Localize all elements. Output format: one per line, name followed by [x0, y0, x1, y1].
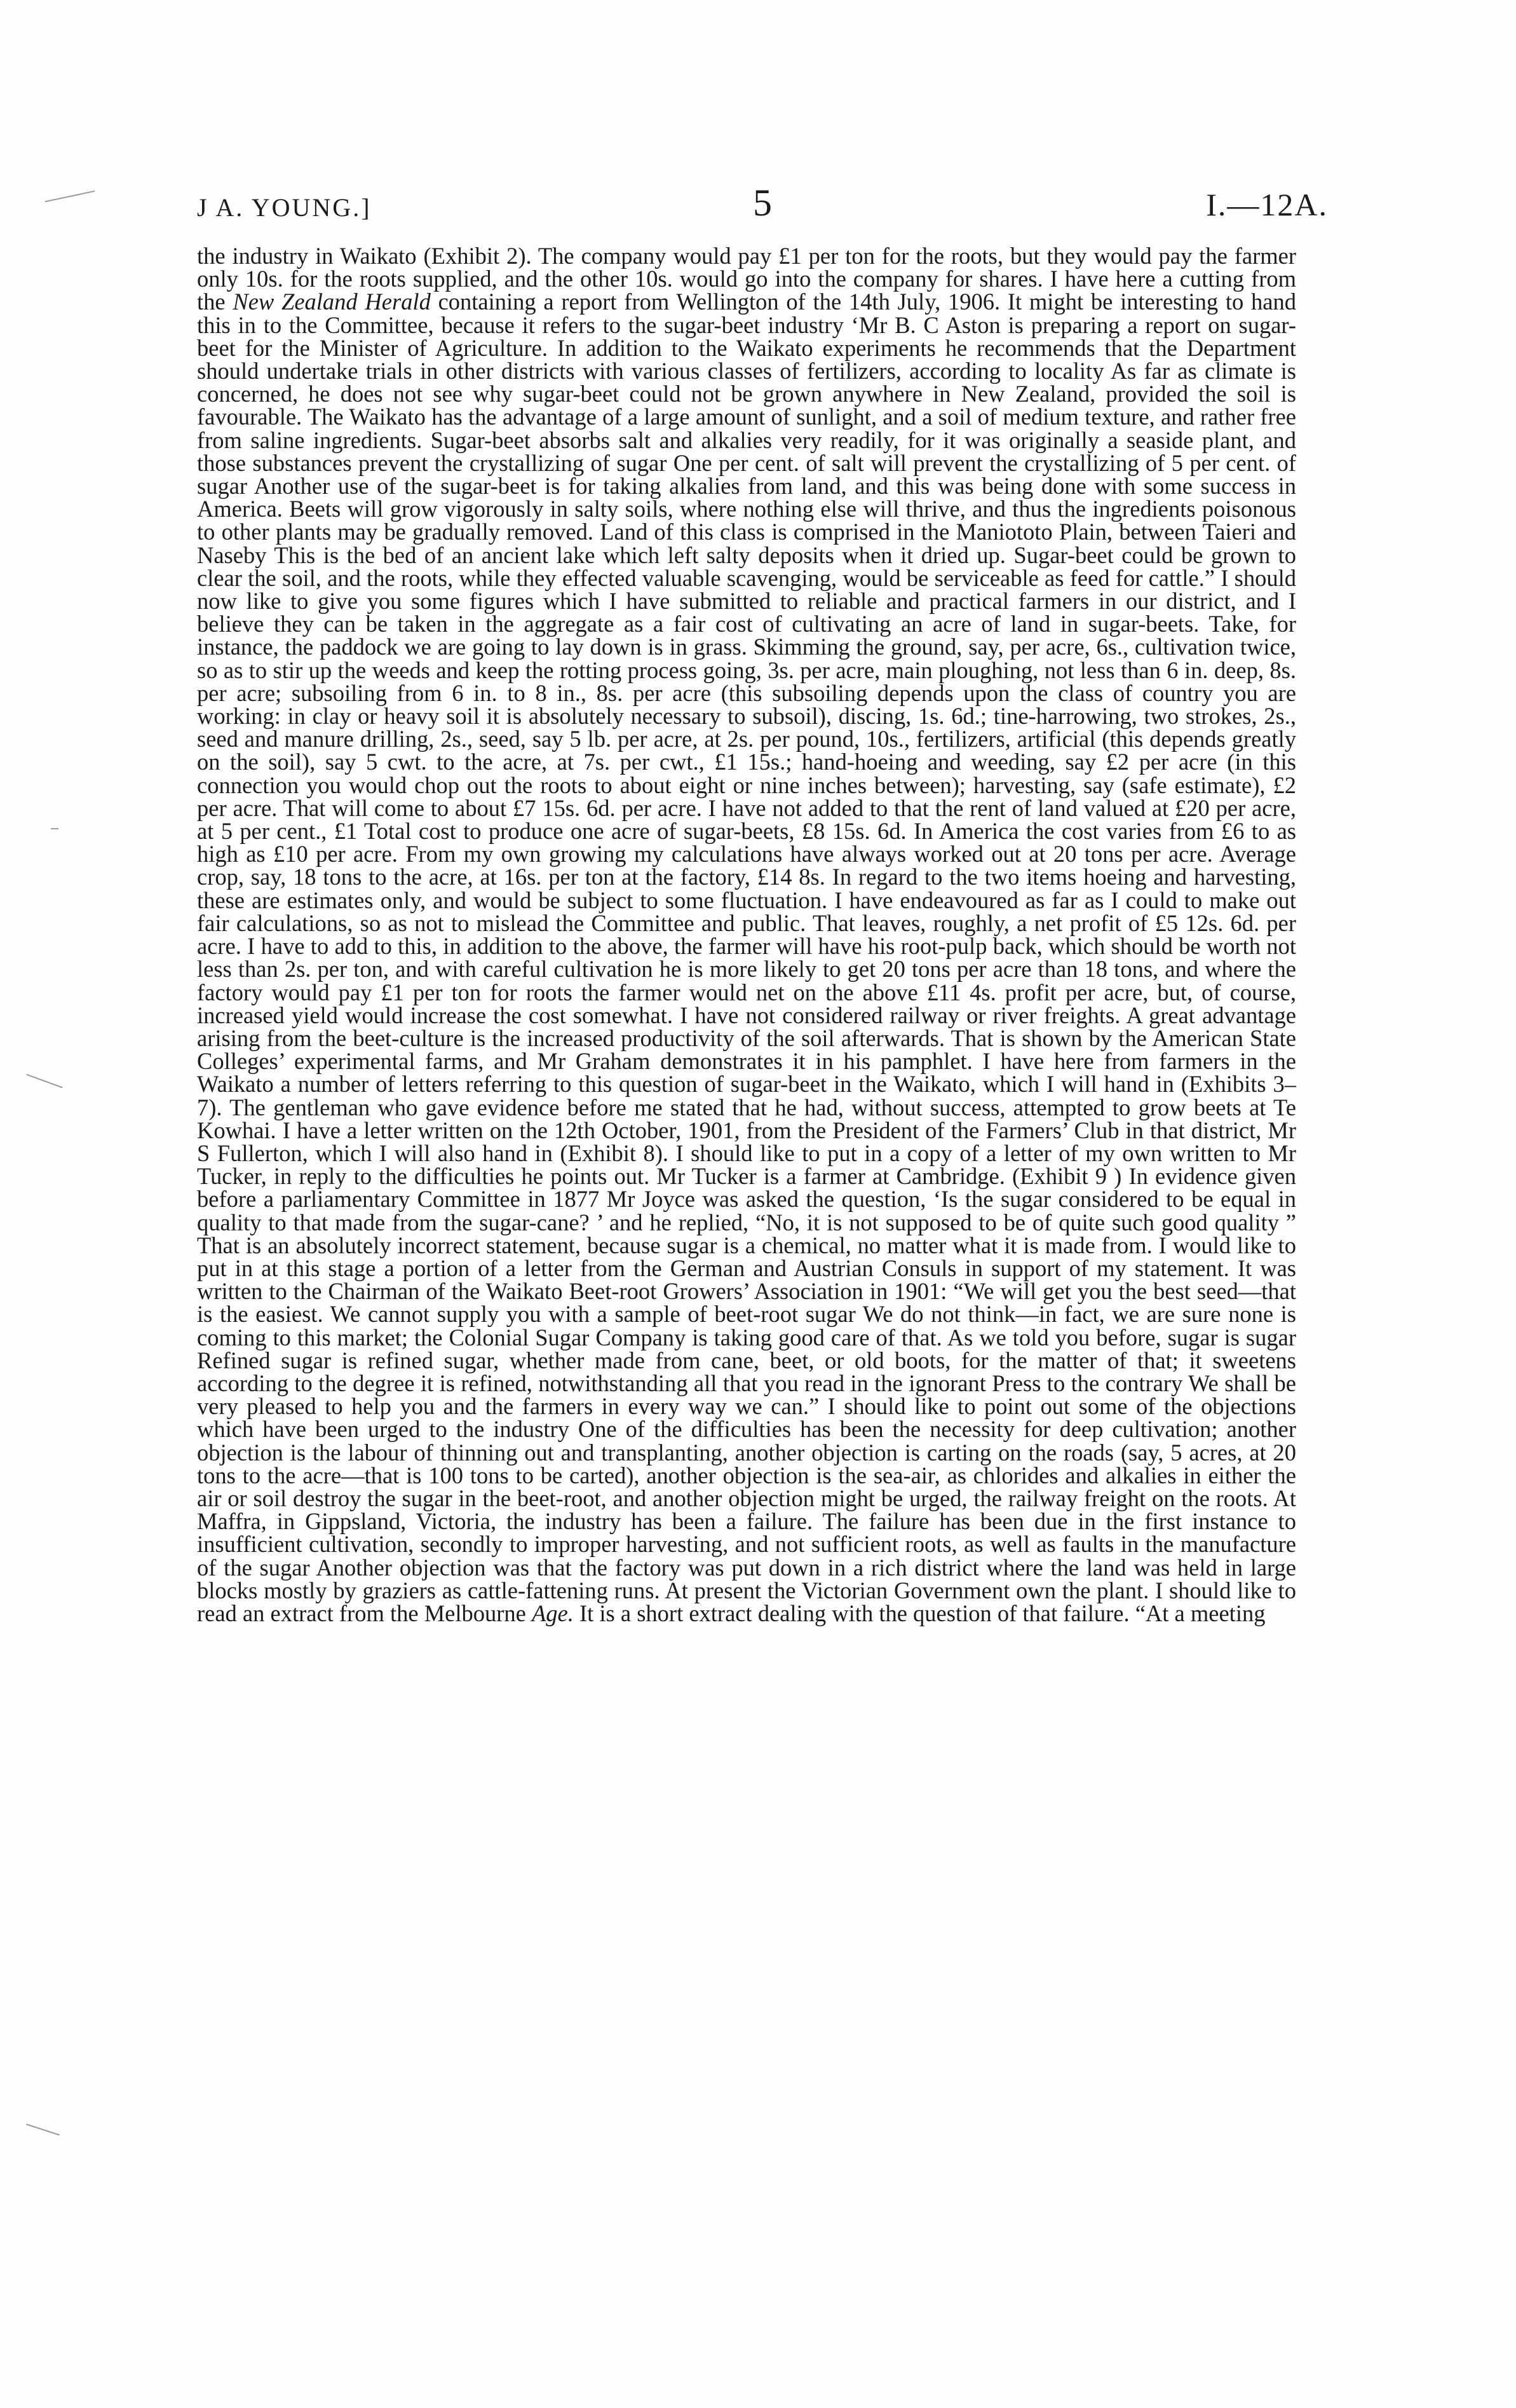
paragraph — [197, 245, 1296, 1625]
text-run: containing a report from Wellington of the 14th July, 1906. It might be interesting to hand this in to the Committee, because it refers to the sugar-beet industry ‘Mr B. C Aston is preparing a report on sugar-beet for the Minister of Agriculture. In addition to the Waikato experiments he recommends that the Department should undertake trials in other districts with various classes of fertilizers, according to locality As far as climate is concerned, he does not see why sugar-beet could not be grown anywhere in New Zealand, provided the soil is favourable. The Waikato has the advantage of a large amount of sunlight, and a soil of medium texture, and rather free from saline ingredients. Sugar-beet absorbs salt and alkalies very readily, for it was originally a seaside plant, and those substances prevent the crystallizing of sugar One per cent. of salt will prevent the crystallizing of 5 per cent. of sugar Another use of the sugar-beet is for taking alkalies from land, and this was being done with some success in America. Beets will grow vigorously in salty soils, where nothing else will thrive, and thus the ingredients poisonous to other plants may be gradually removed. Land of this class is comprised in the Maniototo Plain, between Taieri and Naseby This is the bed of an ancient lake which left salty deposits when it dried up. Sugar-beet could be grown to clear the soil, and the roots, while they effected valuable scavenging, would be serviceable as feed for cattle.” I should now like to give you some figures which I have submitted to reliable and practical farmers in our district, and I believe they can be taken in the aggregate as a fair cost of cultivating an acre of land in sugar-beets. Take, for instance, the paddock we are going to lay down is in grass. Skimming the ground, say, per acre, 6s., cultivation twice, so as to stir up the weeds and keep the rotting process going, 3s. per acre, main ploughing, not less than 6 in. deep, 8s. per acre; subsoiling from 6 in. to 8 in., 8s. per acre (this subsoiling depends upon the class of country you are working: in clay or heavy soil it is absolutely necessary to subsoil), discing, 1s. 6d.; tine-harrowing, two strokes, 2s., seed and manure drilling, 2s., seed, say 5 lb. per acre, at 2s. per pound, 10s., fertilizers, artificial (this depends greatly on the soil), say 5 cwt. to the acre, at 7s. per cwt., £1 15s.; hand-hoeing and weeding, say £2 per acre (in this connection you would chop out the roots to about eight or nine inches between); harvesting, say (safe estimate), £2 per acre. That will come to about £7 15s. 6d. per acre. I have not added to that the rent of land valued at £20 per acre, at 5 per cent., £1 Total cost to produce one acre of sugar-beets, £8 15s. 6d. In America the cost varies from £6 to as high as £10 per acre. From my own growing my calculations have always worked out at 20 tons per acre. Average crop, say, 18 tons to the acre, at 16s. per ton at the factory, £14 8s. In regard to the two items hoeing and harvesting, these are estimates only, and would be subject to some fluctuation. I have endeavoured as far as I could to make out fair calculations, so as not to mislead the Committee and public. That leaves, roughly, a net profit of £5 12s. 6d. per acre. I have to add to this, in addition to the above, the farmer will have his root-pulp back, which should be worth not less than 2s. per ton, and with careful cultivation he is more likely to get 20 tons per acre than 18 tons, and where the factory would pay £1 per ton for roots the farmer would net on the above £11 4s. profit per acre, but, of course, increased yield would increase the cost somewhat. I have not considered railway or river freights. A great advantage arising from the beet-culture is the increased productivity of the soil afterwards. That is shown by the American State Colleges’ experimental farms, and Mr Graham demonstrates it in his pamphlet. I have here from farmers in the Waikato a number of letters referring to this question of sugar-beet in the Waikato, which I will hand in (Exhibits 3–7). The gentleman who gave evidence before me stated that he had, without success, attempted to grow beets at Te Kowhai. I have a letter written on the 12th October, 1901, from the President of the Farmers’ Club in that district, Mr S Fullerton, which I will also hand in (Exhibit 8). I should like to put in a copy of a letter of my own written to Mr Tucker, in reply to the difficulties he points out. Mr Tucker is a farmer at Cambridge. (Exhibit 9 ) In evidence given before a parliamentary Committee in 1877 Mr Joyce was asked the question, ‘Is the sugar considered to be equal in quality to that made from the sugar-cane? ’ and he replied, “No, it is not supposed to be of quite such good quality ” That is an absolutely incorrect statement, because sugar is a chemical, no matter what it is made from. I would like to put in at this stage a portion of a letter from the German and Austrian Consuls in support of my statement. It was written to the Chairman of the Waikato Beet-root Growers’ Association in 1901: “We will get you the best seed—that is the easiest. We cannot supply you with a sample of beet-root sugar We do not think—in fact, we are sure none is coming to this market; the Colonial Sugar Company is taking good care of that. As we told you before, sugar is sugar Refined sugar is refined sugar, whether made from cane, beet, or old boots, for the matter of that; it sweetens according to the degree it is refined, notwithstanding all that you read in the ignorant Press to the contrary We shall be very pleased to help you and the farmers in every way we can.” I should like to point out some of the objections which have been urged to the industry One of the difficulties has been the necessity for deep cultivation; another objection is the labour of thinning out and transplanting, another objection is carting on the roads (say, 5 acres, at 20 tons to the acre—that is 100 tons to be carted), another objection is the sea-air, as chlorides and alkalies in either the air or soil destroy the sugar in the beet-root, and another objection might be urged, the railway freight on the roots. At Maffra, in Gippsland, Victoria, the industry has been a failure. The failure has been due in the first instance to insufficient cultivation, secondly to improper harvesting, and not sufficient roots, as well as faults in the manufacture of the sugar Another objection was that the factory was put down in a rich district where the land was held in large blocks mostly by graziers as cattle-fattening runs. At present the Victorian Government own the plant. I should like to read an extract from the Melbourne — [197, 289, 1297, 1626]
text-run: the industry in Waikato (Exhibit 2). The company would pay £1 per ton for the roots, but they would pay the farmer only 10s. for the roots supplied, and the other 10s. would go into the company for shares. I have here a cutting from the — [197, 243, 1296, 315]
text-run: It is a short extract dealing with the question of that failure. “At a meeting — [579, 1600, 1266, 1626]
document-reference: I.—12A. — [1206, 187, 1328, 222]
scan-mark — [45, 191, 95, 203]
newspaper-title: New Zealand Herald — [233, 289, 431, 315]
scan-mark — [51, 828, 58, 829]
newspaper-title: Age. — [532, 1600, 574, 1626]
running-head-author: J A. YOUNG.] — [197, 193, 372, 222]
body-text — [197, 245, 1296, 1625]
page-number: 5 — [753, 182, 772, 224]
scan-mark — [26, 2124, 60, 2136]
scan-mark — [26, 1074, 62, 1088]
page-header — [197, 181, 1328, 232]
